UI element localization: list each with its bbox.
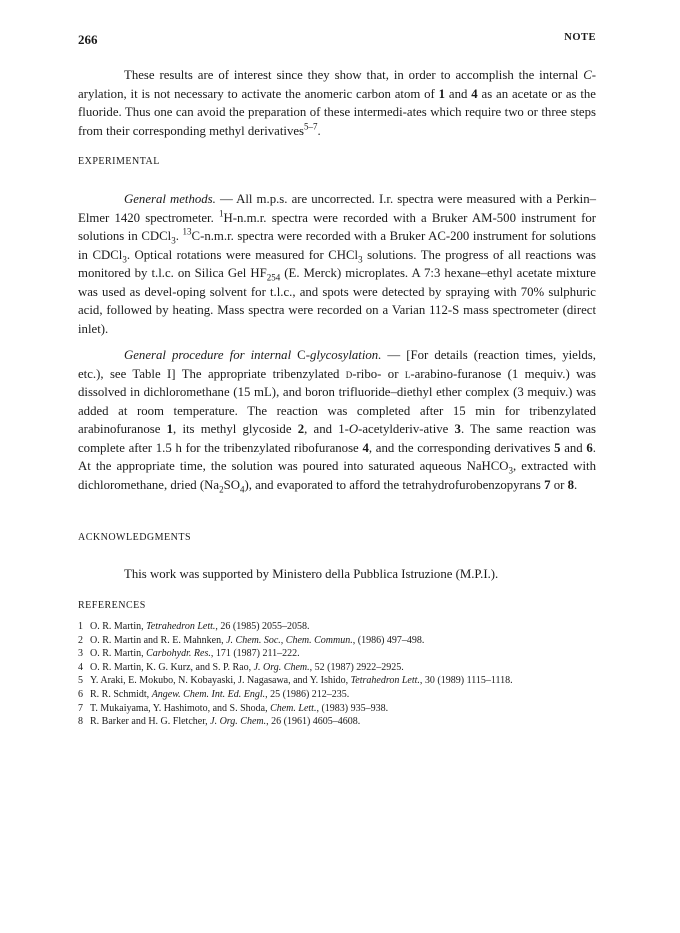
running-head: NOTE [564,32,596,43]
general-methods-paragraph: General methods. — All m.p.s. are uncorrected. I.r. spectra were measured with a Perkin–Elmer 1420 spectrometer. $^1$H-n.m.r. spectra were recorded with a Bruker AM-500 instrument for solutions in CDCl$_3$. $^{13}$C-n.m.r. spectra were recorded with a Bruker AC-200 instrument for solutions in CDCl$_3$. Optical rotations were measured for CHCl$_3$ solutions. The progress of all reactions was monitored by t.l.c. on Silica Gel $HF_{254}$ (E. Merck) microplates. A 7:3 hexane–ethyl acetate mixture was used as devel-oping solvent for t.l.c., and spots were detected by spraying with 70% sulphuric acid, followed by heating. Mass spectra were recorded on a Varian 112-S mass spectrometer (direct inlet). [78,192,597,336]
reference-item: 8 R. Barker and H. G. Fletcher, J. Org. Chem., 26 (1961) 4605–4608. [78,716,361,728]
reference-item: 5 Y. Araki, E. Mokubo, N. Kobayaski, J. Nagasawa, and Y. Ishido, Tetrahedron Lett., 30 (1989) 1115–1118. [78,675,513,687]
acknowledgments-text: This work was supported by Ministero della Pubblica Istruzione (M.P.I.). [124,567,499,581]
procedure-paragraph: General procedure for internal C-glycosylation. — [For details (reaction times, yields, etc.), see Table I] The appropriate tribenzylated d-ribo- or l-arabino-furanose (1 mequiv.) was dissolved in dichloromethane (15 mL), and boron trifluoride–diethyl ether complex (3 mequiv.) was added at room temperature. The reaction was completed after 15 min for tribenzylated arabinofuranose 1, its methyl glycoside 2, and 1-O-acetylderiv-ative 3. The same reaction was complete after 1.5 h for the tribenzylated ribofuranose 4, and the corresponding derivatives 5 and 6. At the appropriate time, the solution was poured into saturated aqueous NaHCO$_3$, extracted with dichloromethane, dried $(Na_2SO_4)$, and evaporated to afford the tetrahydrofurobenzopyrans 7 or 8. [78,348,597,495]
reference-item: 3 O. R. Martin, Carbohydr. Res., 171 (1987) 211–222. [78,648,300,660]
reference-item: 1 O. R. Martin, Tetrahedron Lett., 26 (1985) 2055–2058. [78,621,310,632]
reference-item: 7 T. Mukaiyama, Y. Hashimoto, and S. Shoda, Chem. Lett., (1983) 935–938. [78,702,389,714]
reference-item: 2 O. R. Martin and R. E. Mahnken, J. Chem. Soc., Chem. Commun., (1986) 497–498. [78,634,425,646]
intro-paragraph: These results are of interest since they show that, in order to accomplish the internal C-arylation, it is not necessary to activate the anomeric carbon atom of 1 and 4 as an acetate or as the fluoride. Thus one can avoid the preparation of these intermedi-ates which require two or three steps from their corresponding methyl derivatives$^{5-7}$. [78,68,596,138]
references-heading: REFERENCES [78,600,146,611]
general-methods-title: General methods. [124,192,216,206]
acknowledgments-heading: ACKNOWLEDGMENTS [78,532,192,543]
experimental-heading: EXPERIMENTAL [78,156,160,167]
references-list [78,620,600,729]
reference-item: 4 O. R. Martin, K. G. Kurz, and S. P. Rao, J. Org. Chem., 52 (1987) 2922–2925. [78,661,404,673]
page-number: 266 [78,32,98,47]
page-header [78,32,596,48]
reference-item: 6 R. R. Schmidt, Angew. Chem. Int. Ed. Engl., 25 (1986) 212–235. [78,688,350,700]
